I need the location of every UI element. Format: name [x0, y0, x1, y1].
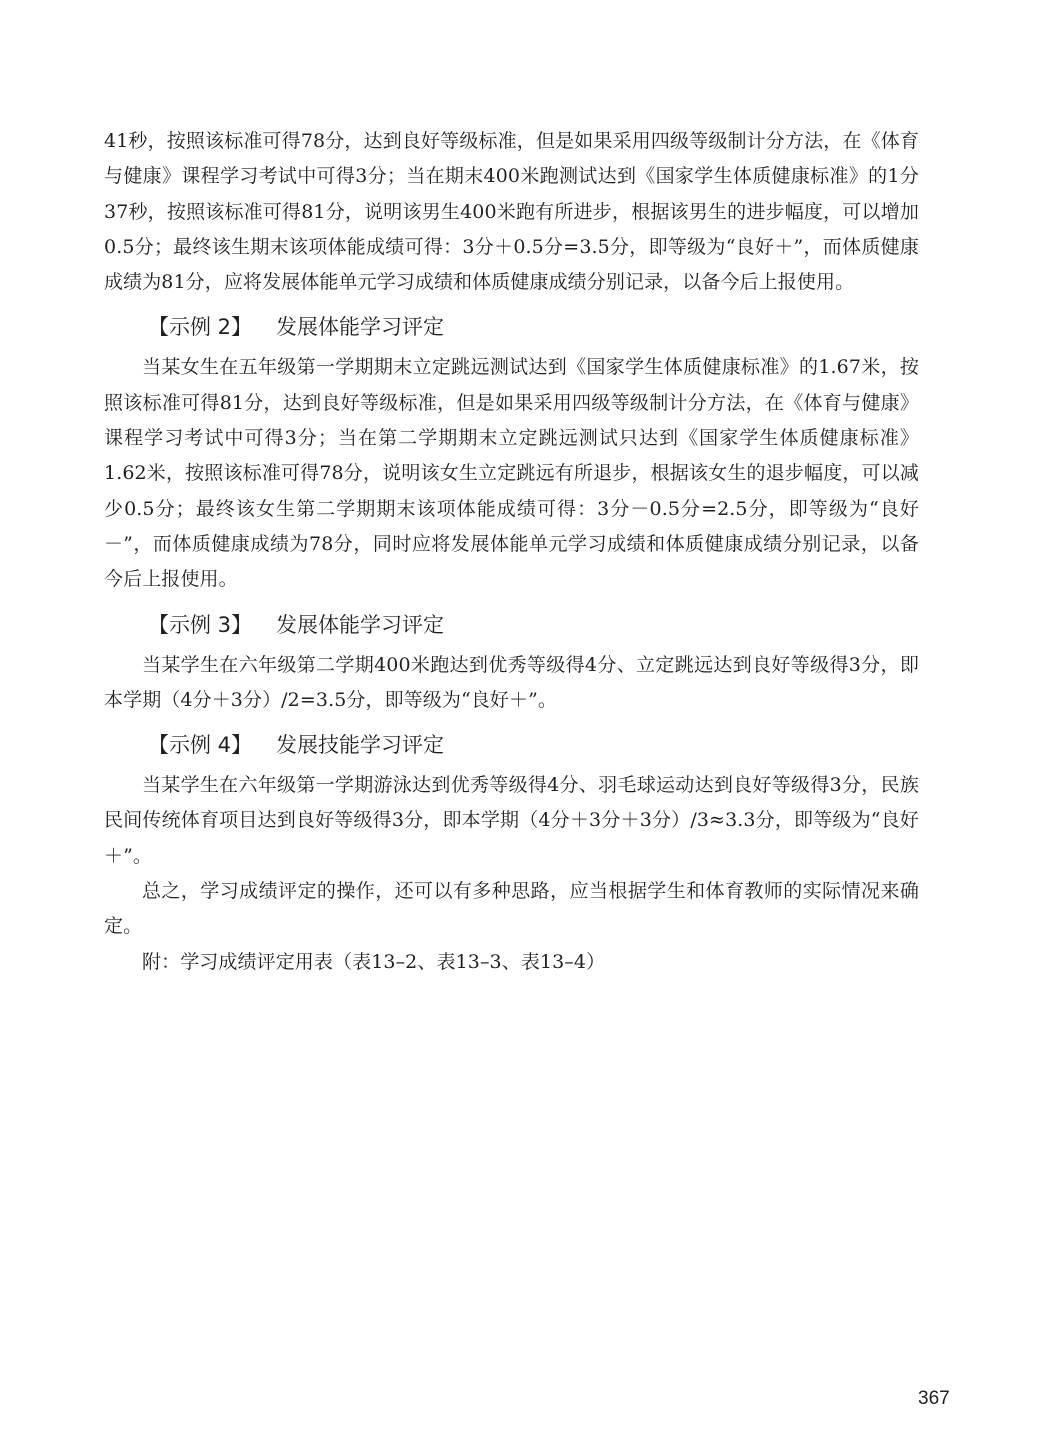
- heading-title: 发展体能学习评定: [276, 315, 445, 340]
- paragraph-example-2: 当某女生在五年级第一学期期末立定跳远测试达到《国家学生体质健康标准》的1.67米，按照该标准可得81分，达到良好等级标准，但是如果采用四级等级制计分方法，在《体育与健康》课程学习考试中可得3分；当在第二学期期末立定跳远测试只达到《国家学生体质健康标准》1.62米，按照该标准可得78分，说明该女生立定跳远有所退步，根据该女生的退步幅度，可以减少0.5分；最终该女生第二学期期末该项体能成绩可得：3分－0.5分=2.5分，即等级为“良好－”，而体质健康成绩为78分，同时应将发展体能单元学习成绩和体质健康成绩分别记录，以备今后上报使用。: [104, 356, 919, 591]
- page-number: 367: [918, 1388, 950, 1409]
- heading-example-3: [104, 608, 919, 642]
- heading-label: 【示例 4】: [148, 733, 253, 758]
- paragraph-summary: 总之，学习成绩评定的操作，还可以有多种思路，应当根据学生和体育教师的实际情况来确定。: [104, 880, 919, 938]
- heading-title: 发展技能学习评定: [276, 733, 445, 758]
- paragraph-example-4: 当某学生在六年级第一学期游泳达到优秀等级得4分、羽毛球运动达到良好等级得3分，民族民间传统体育项目达到良好等级得3分，即本学期（4分＋3分＋3分）/3≈3.3分，即等级为“良好＋”。: [104, 774, 919, 867]
- paragraph-appendix-note: 附：学习成绩评定用表（表13–2、表13–3、表13–4）: [142, 950, 606, 973]
- heading-example-4: [104, 728, 919, 762]
- heading-label: 【示例 3】: [148, 612, 253, 637]
- heading-example-2: [104, 310, 919, 344]
- heading-label: 【示例 2】: [148, 315, 253, 340]
- page-content: [104, 124, 919, 988]
- paragraph-example-3: 当某学生在六年级第二学期400米跑达到优秀等级得4分、立定跳远达到良好等级得3分，即本学期（4分＋3分）/2=3.5分，即等级为“良好＋”。: [104, 653, 919, 711]
- paragraph-example1-continued: 41秒，按照该标准可得78分，达到良好等级标准，但是如果采用四级等级制计分方法，在《体育与健康》课程学习考试中可得3分；当在期末400米跑测试达到《国家学生体质健康标准》的1分37秒，按照该标准可得81分，说明该男生400米跑有所进步，根据该男生的进步幅度，可以增加0.5分；最终该生期末该项体能成绩可得：3分＋0.5分=3.5分，即等级为“良好＋”，而体质健康成绩为81分，应将发展体能单元学习成绩和体质健康成绩分别记录，以备今后上报使用。: [104, 130, 919, 294]
- heading-title: 发展体能学习评定: [276, 612, 445, 637]
